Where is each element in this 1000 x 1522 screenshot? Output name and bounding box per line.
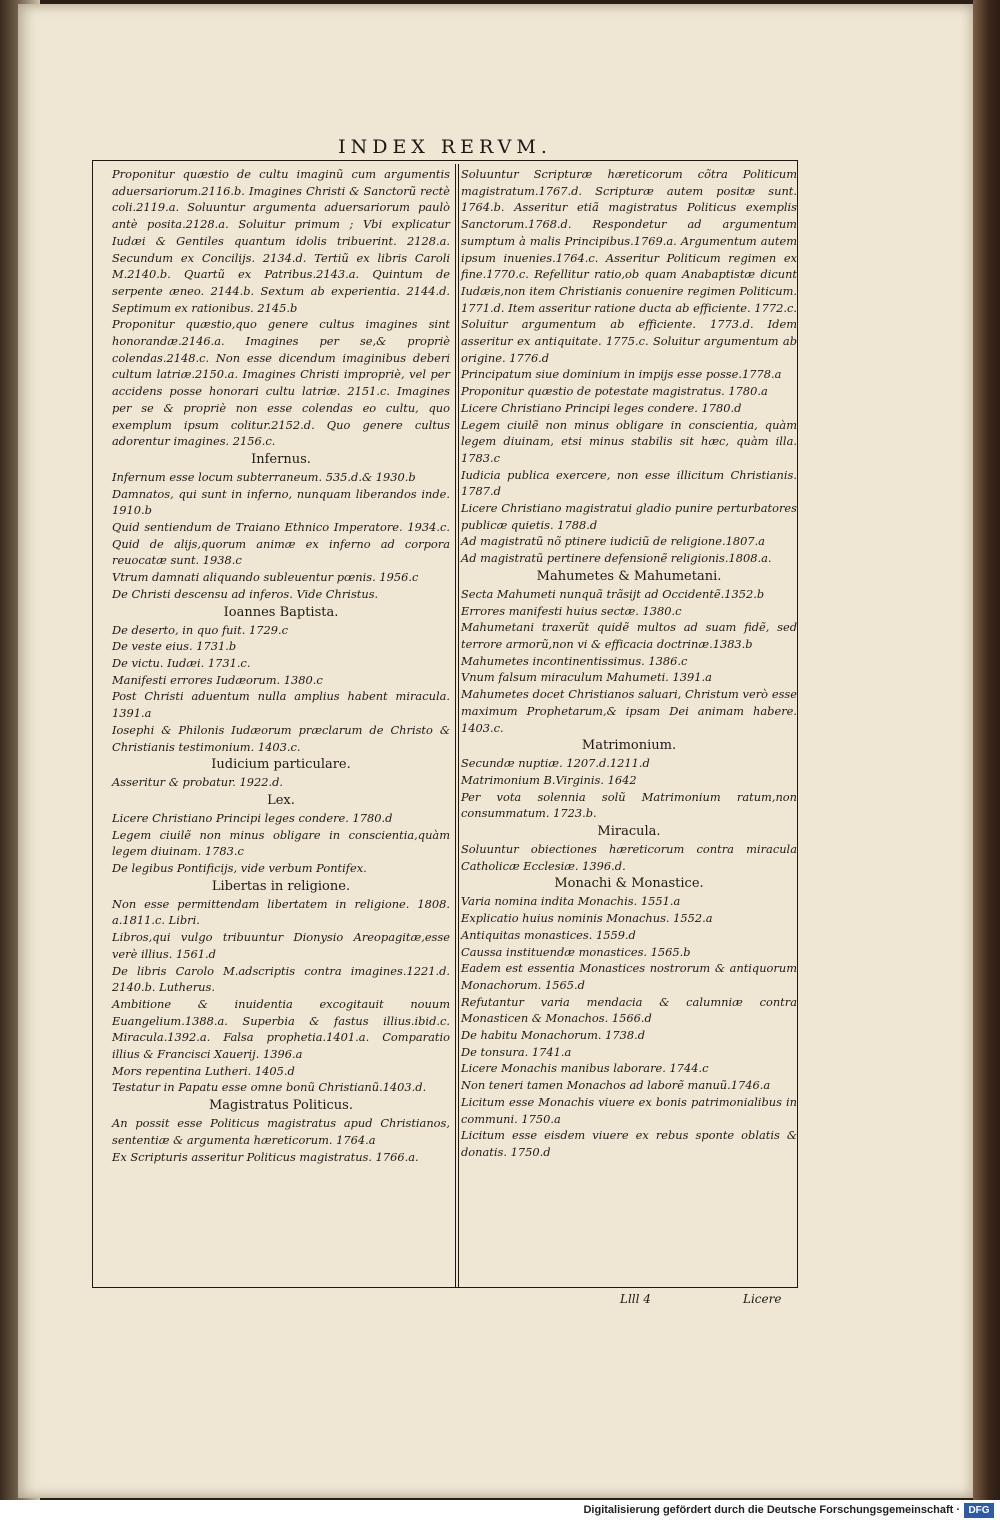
page-signature: Llll 4 — [620, 1292, 651, 1306]
index-heading: Lex. — [267, 792, 295, 808]
index-entry: Matrimonium B.Virginis. 1642 — [461, 772, 637, 787]
index-entry: Libros,qui vulgo tribuuntur Dionysio Areopagitæ,esse verè illius. 1561.d — [112, 930, 450, 961]
index-entry: Soluuntur obiectiones hæreticorum contra miracula Catholicæ Ecclesiæ. 1396.d. — [461, 842, 797, 873]
index-entry: Licitum esse Monachis viuere ex bonis patrimonialibus in communi. 1750.a — [461, 1094, 797, 1126]
index-entry: De Christi descensu ad inferos. Vide Christus. — [112, 586, 379, 601]
index-entry: Soluuntur Scripturæ hæreticorum cõtra Politicum magistratum.1767.d. Scripturæ autem positæ sunt. 1764.b. Asseritur etiã magistratus Politicus exemplis Sanctorum.1768.d. Respondetur ad argumentum sumptum à malis Principibus.1769.a. Argumentum autem ipsum inuenies.1764.c. Asseritur Politicum regimen ex fine.1770.c. Refellitur ratio,ob quam Anabaptistæ dicunt Iudæis,non item Christianis conuenire regimen Politicum. 1771.d. Item asseritur ratione ducta ab efficiente. 1772.c. Soluitur argumentum ab efficiente. 1773.d. Idem asseritur ex antiquitate. 1775.c. Soluitur argumentum ab origine. 1776.d — [461, 167, 797, 365]
index-entry: Asseritur & probatur. 1922.d. — [112, 775, 284, 790]
index-entry: Secta Mahumeti nunquã trãsijt ad Occidentẽ.1352.b — [461, 586, 765, 601]
index-entry: Post Christi aduentum nulla amplius habent miracula. 1391.a — [112, 689, 450, 721]
index-entry: Eadem est essentia Monastices nostrorum & antiquorum Monachorum. 1565.d — [461, 961, 797, 992]
index-entry: De veste eius. 1731.b — [112, 639, 237, 654]
index-entry: Vnum falsum miraculum Mahumeti. 1391.a — [461, 670, 712, 685]
index-entry: Per vota solennia solũ Matrimonium ratum,non consummatum. 1723.b. — [461, 789, 797, 821]
index-heading: Monachi & Monastice. — [554, 876, 704, 892]
index-entry: Licitum esse eisdem viuere ex rebus sponte oblatis & donatis. 1750.d — [461, 1128, 797, 1159]
index-entry: Secundæ nuptiæ. 1207.d.1211.d — [461, 756, 650, 771]
index-entry: Proponitur quæstio,quo genere cultus imagines sint honorandæ.2146.a. Imagines per se,& propriè colendas.2148.c. Non esse dicendum imaginibus deberi cultum latriæ.2150.a. Imagines Christi impropriè, vel per accidens posse honorari cultu latriæ. 2151.c. Imagines per se & propriè non esse colendas eo cultu, quo exemplum ipsum colitur.2152.d. Quo genere cultus adorentur imagines. 2156.c. — [112, 317, 450, 449]
index-entry: Principatum siue dominium in impijs esse posse.1778.a — [461, 367, 782, 382]
index-entry: Licere Christiano Principi leges condere. 1780.d — [461, 400, 742, 415]
column-rule — [455, 164, 456, 1288]
index-entry: Errores manifesti huius sectæ. 1380.c — [461, 603, 682, 618]
index-entry: Testatur in Papatu esse omne bonũ Christianũ.1403.d. — [112, 1080, 427, 1095]
index-entry: Iudicia publica exercere, non esse illicitum Christianis. 1787.d — [461, 467, 797, 499]
index-heading: Miracula. — [597, 824, 661, 840]
index-entry: Legem ciuilẽ non minus obligare in conscientia, quàm legem diuinam, etsi minus stabilis sit hæc, quàm illa. 1783.c — [461, 417, 797, 465]
right-column — [461, 166, 797, 1161]
index-heading: Libertas in religione. — [211, 878, 351, 894]
index-entry: Damnatos, qui sunt in inferno, nunquam liberandos inde. 1910.b — [112, 486, 450, 518]
index-entry: Mahumetani traxerũt quidẽ multos ad suam fidẽ, sed terrore armorũ,non vi & efficacia doctrinæ.1383.b — [461, 620, 797, 651]
index-entry: Proponitur quæstio de potestate magistratus. 1780.a — [461, 384, 768, 399]
index-entry: Ex Scripturis asseritur Politicus magistratus. 1766.a. — [112, 1149, 419, 1164]
index-entry: De tonsura. 1741.a — [461, 1044, 572, 1059]
index-heading: Infernus. — [251, 451, 311, 467]
index-entry: Iosephi & Philonis Iudæorum præclarum de Christo & Christianis testimonium. 1403.c. — [112, 722, 450, 754]
index-entry: Mahumetes docet Christianos saluari, Christum verò esse maximum Prophetarum,& ipsam Dei animam habere. 1403.c. — [461, 687, 797, 735]
index-entry: An possit esse Politicus magistratus apud Christianos, sententiæ & argumenta hæreticorum. 1764.a — [112, 1116, 450, 1147]
index-heading: Ioannes Baptista. — [223, 604, 339, 620]
index-entry: Proponitur quæstio de cultu imaginũ cum argumentis aduersariorum.2116.b. Imagines Christi & Sanctorũ rectè coli.2119.a. Soluuntur argumenta aduersariorum paulò antè posita.2128.a. Soluitur primum ; Vbi explicatur Iudæi & Gentiles quantum idolis tribuerint. 2128.a. Secundum ex Concilijs. 2134.d. Tertiũ ex libris Caroli M.2140.b. Quartũ ex Patribus.2143.a. Quintum de serpente æneo. 2144.b. Sextum ab experientia. 2144.d. Septimum ex rationibus. 2145.b — [112, 167, 450, 315]
book-cover-edge — [973, 0, 1000, 1500]
index-entry: Ambitione & inuidentia excogitauit nouum Euangelium.1388.a. Superbia & fastus illius.ibid.c. Miracula.1392.a. Falsa prophetia.1401.a. Comparatio illius & Francisci Xauerij. 1396.a — [112, 996, 450, 1062]
index-entry: De libris Carolo M.adscriptis contra imagines.1221.d. 2140.b. Lutherus. — [112, 963, 450, 995]
index-entry: Mors repentina Lutheri. 1405.d — [112, 1063, 295, 1078]
index-entry: Ad magistratũ nõ ptinere iudiciũ de religione.1807.a — [461, 534, 765, 549]
index-entry: Ad magistratũ pertinere defensionẽ religionis.1808.a. — [461, 551, 772, 566]
index-entry: Non esse permittendam libertatem in religione. 1808. a.1811.c. Libri. — [112, 896, 450, 928]
index-entry: De legibus Pontificijs, vide verbum Pontifex. — [112, 861, 367, 876]
index-entry: Antiquitas monastices. 1559.d — [461, 927, 636, 942]
left-column — [112, 166, 450, 1165]
index-entry: Licere Monachis manibus laborare. 1744.c — [461, 1061, 709, 1076]
column-rule-inner — [458, 164, 459, 1288]
digitization-footer — [0, 1500, 1000, 1522]
index-entry: Legem ciuilẽ non minus obligare in conscientia,quàm legem diuinam. 1783.c — [112, 827, 450, 859]
index-entry: De victu. Iudæi. 1731.c. — [112, 655, 251, 670]
index-entry: Vtrum damnati aliquando subleuentur pœnis. 1956.c — [112, 570, 419, 585]
index-entry: De habitu Monachorum. 1738.d — [461, 1028, 646, 1043]
index-entry: Infernum esse locum subterraneum. 535.d.& 1930.b — [112, 469, 416, 484]
running-head: INDEX RERVM. — [338, 136, 552, 158]
index-heading: Mahumetes & Mahumetani. — [536, 568, 722, 584]
index-heading: Iudicium particulare. — [211, 757, 351, 773]
index-entry: Licere Christiano Principi leges condere. 1780.d — [112, 810, 393, 825]
index-heading: Matrimonium. — [581, 738, 677, 754]
index-entry: Explicatio huius nominis Monachus. 1552.a — [461, 911, 713, 926]
catchword: Licere — [743, 1292, 782, 1306]
index-entry: Mahumetes incontinentissimus. 1386.c — [461, 653, 688, 668]
footer-credit: Digitalisierung gefördert durch die Deutsche Forschungsgemeinschaft · — [583, 1504, 960, 1516]
index-entry: Caussa instituendæ monastices. 1565.b — [461, 944, 691, 959]
index-entry: Varia nomina indita Monachis. 1551.a — [461, 894, 681, 909]
index-entry: De deserto, in quo fuit. 1729.c — [112, 622, 288, 637]
index-entry: Quid sentiendum de Traiano Ethnico Imperatore. 1934.c. Quid de alijs,quorum animæ ex inferno ad corpora reuocatæ sunt. 1938.c — [112, 520, 450, 568]
index-entry: Manifesti errores Iudæorum. 1380.c — [112, 672, 323, 687]
dfg-logo: DFG — [964, 1503, 994, 1518]
index-entry: Refutantur varia mendacia & calumniæ contra Monasticen & Monachos. 1566.d — [461, 994, 797, 1026]
index-heading: Magistratus Politicus. — [208, 1098, 353, 1114]
index-entry: Licere Christiano magistratui gladio punire perturbatores publicæ quietis. 1788.d — [461, 501, 797, 532]
index-entry: Non teneri tamen Monachos ad laborẽ manuũ.1746.a — [461, 1078, 771, 1093]
